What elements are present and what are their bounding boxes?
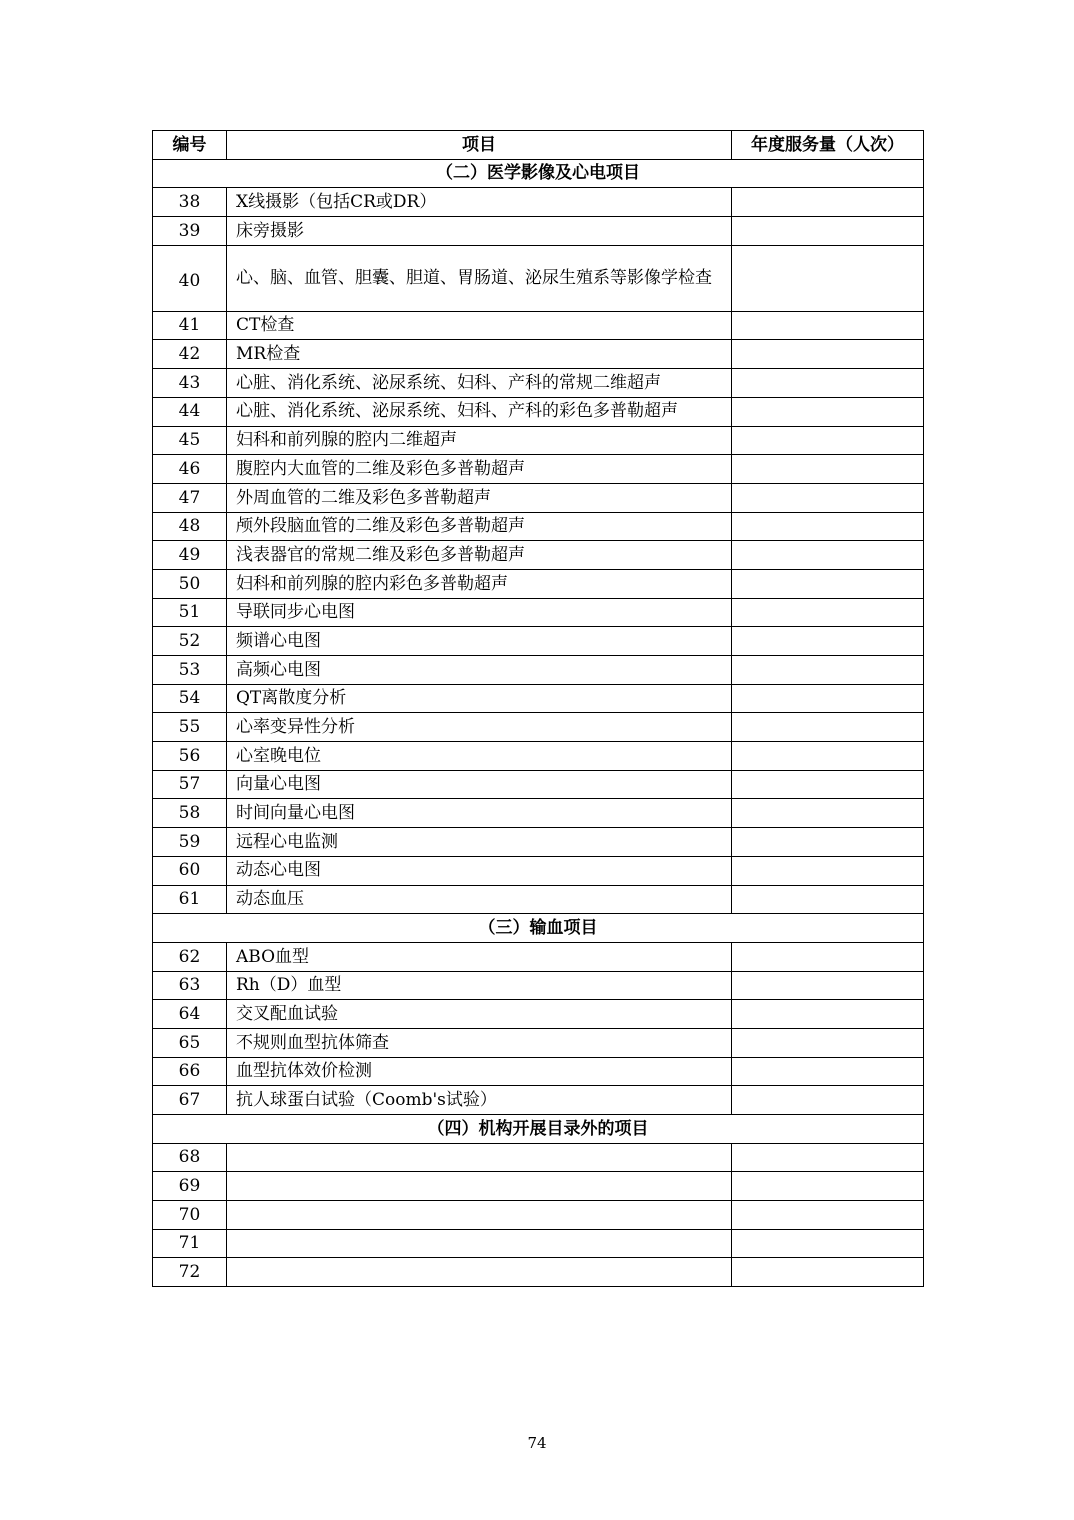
row-item: 动态心电图	[227, 856, 732, 885]
row-number: 69	[153, 1172, 227, 1201]
table-row	[153, 369, 924, 398]
row-item: Rh（D）血型	[227, 971, 732, 1000]
row-number: 65	[153, 1028, 227, 1057]
row-number: 53	[153, 656, 227, 685]
table-row	[153, 245, 924, 311]
row-annual-volume	[732, 885, 924, 914]
row-annual-volume	[732, 245, 924, 311]
row-annual-volume	[732, 742, 924, 771]
table-row	[153, 541, 924, 570]
table-row	[153, 856, 924, 885]
row-number: 51	[153, 598, 227, 627]
row-annual-volume	[732, 1028, 924, 1057]
table-row	[153, 656, 924, 685]
row-number: 49	[153, 541, 227, 570]
row-number: 54	[153, 684, 227, 713]
table-row	[153, 684, 924, 713]
row-annual-volume	[732, 828, 924, 857]
row-number: 58	[153, 799, 227, 828]
table-row	[153, 1143, 924, 1172]
row-item: 动态血压	[227, 885, 732, 914]
row-number: 45	[153, 426, 227, 455]
table-row	[153, 512, 924, 541]
row-annual-volume	[732, 369, 924, 398]
row-number: 67	[153, 1086, 227, 1115]
row-item: ABO血型	[227, 942, 732, 971]
row-annual-volume	[732, 483, 924, 512]
row-number: 62	[153, 942, 227, 971]
section-title: （四）机构开展目录外的项目	[153, 1115, 924, 1144]
row-annual-volume	[732, 1086, 924, 1115]
row-number: 43	[153, 369, 227, 398]
row-annual-volume	[732, 1172, 924, 1201]
row-item: 妇科和前列腺的腔内彩色多普勒超声	[227, 569, 732, 598]
table-row	[153, 483, 924, 512]
row-number: 46	[153, 455, 227, 484]
row-number: 47	[153, 483, 227, 512]
row-annual-volume	[732, 397, 924, 426]
table-row	[153, 598, 924, 627]
row-number: 60	[153, 856, 227, 885]
row-number: 52	[153, 627, 227, 656]
row-annual-volume	[732, 512, 924, 541]
row-annual-volume	[732, 1258, 924, 1287]
row-annual-volume	[732, 1000, 924, 1029]
row-item: 血型抗体效价检测	[227, 1057, 732, 1086]
header-number: 编号	[153, 131, 227, 160]
row-number: 56	[153, 742, 227, 771]
row-annual-volume	[732, 1201, 924, 1230]
section-row	[153, 1115, 924, 1144]
row-item: 腹腔内大血管的二维及彩色多普勒超声	[227, 455, 732, 484]
row-number: 44	[153, 397, 227, 426]
row-item	[227, 1258, 732, 1287]
row-number: 63	[153, 971, 227, 1000]
row-item: 外周血管的二维及彩色多普勒超声	[227, 483, 732, 512]
row-item	[227, 1201, 732, 1230]
section-title: （二）医学影像及心电项目	[153, 159, 924, 188]
row-item: 心脏、消化系统、泌尿系统、妇科、产科的彩色多普勒超声	[227, 397, 732, 426]
row-item: 床旁摄影	[227, 217, 732, 246]
section-row	[153, 159, 924, 188]
row-item: 交叉配血试验	[227, 1000, 732, 1029]
table-row	[153, 627, 924, 656]
table-header-row	[153, 131, 924, 160]
row-number: 48	[153, 512, 227, 541]
table-row	[153, 340, 924, 369]
row-item: 高频心电图	[227, 656, 732, 685]
row-annual-volume	[732, 770, 924, 799]
row-annual-volume	[732, 217, 924, 246]
row-item: 远程心电监测	[227, 828, 732, 857]
row-annual-volume	[732, 541, 924, 570]
header-item: 项目	[227, 131, 732, 160]
header-annual-volume: 年度服务量（人次）	[732, 131, 924, 160]
row-number: 38	[153, 188, 227, 217]
row-item: 心、脑、血管、胆囊、胆道、胃肠道、泌尿生殖系等影像学检查	[227, 245, 732, 311]
section-row	[153, 914, 924, 943]
row-number: 61	[153, 885, 227, 914]
row-annual-volume	[732, 340, 924, 369]
row-annual-volume	[732, 942, 924, 971]
row-annual-volume	[732, 426, 924, 455]
table-body	[153, 159, 924, 1286]
row-number: 66	[153, 1057, 227, 1086]
table-row	[153, 1028, 924, 1057]
table-row	[153, 742, 924, 771]
row-item: X线摄影（包括CR或DR）	[227, 188, 732, 217]
row-item: CT检查	[227, 311, 732, 340]
table-row	[153, 770, 924, 799]
row-item: 向量心电图	[227, 770, 732, 799]
row-number: 50	[153, 569, 227, 598]
table-row	[153, 569, 924, 598]
row-annual-volume	[732, 455, 924, 484]
row-item: 浅表器官的常规二维及彩色多普勒超声	[227, 541, 732, 570]
row-number: 55	[153, 713, 227, 742]
row-item: MR检查	[227, 340, 732, 369]
table-row	[153, 1000, 924, 1029]
row-annual-volume	[732, 627, 924, 656]
row-item: 时间向量心电图	[227, 799, 732, 828]
row-annual-volume	[732, 1143, 924, 1172]
row-annual-volume	[732, 569, 924, 598]
table-row	[153, 1201, 924, 1230]
section-title: （三）输血项目	[153, 914, 924, 943]
row-annual-volume	[732, 311, 924, 340]
table-row	[153, 1229, 924, 1258]
row-annual-volume	[732, 684, 924, 713]
row-item: QT离散度分析	[227, 684, 732, 713]
row-number: 68	[153, 1143, 227, 1172]
row-annual-volume	[732, 971, 924, 1000]
table-row	[153, 1258, 924, 1287]
table-row	[153, 971, 924, 1000]
row-item: 心脏、消化系统、泌尿系统、妇科、产科的常规二维超声	[227, 369, 732, 398]
row-number: 71	[153, 1229, 227, 1258]
row-item: 心室晚电位	[227, 742, 732, 771]
row-annual-volume	[732, 799, 924, 828]
row-number: 57	[153, 770, 227, 799]
table-row	[153, 1086, 924, 1115]
row-annual-volume	[732, 1057, 924, 1086]
row-number: 40	[153, 245, 227, 311]
table-row	[153, 217, 924, 246]
row-item: 心率变异性分析	[227, 713, 732, 742]
page-number: 74	[527, 1434, 547, 1452]
table-row	[153, 799, 924, 828]
row-number: 59	[153, 828, 227, 857]
row-number: 70	[153, 1201, 227, 1230]
row-item: 抗人球蛋白试验（Coomb's试验）	[227, 1086, 732, 1115]
row-annual-volume	[732, 856, 924, 885]
row-item: 不规则血型抗体筛查	[227, 1028, 732, 1057]
table-row	[153, 713, 924, 742]
row-number: 64	[153, 1000, 227, 1029]
row-number: 39	[153, 217, 227, 246]
row-item: 妇科和前列腺的腔内二维超声	[227, 426, 732, 455]
row-annual-volume	[732, 1229, 924, 1258]
row-number: 72	[153, 1258, 227, 1287]
table-row	[153, 397, 924, 426]
table-row	[153, 188, 924, 217]
row-annual-volume	[732, 188, 924, 217]
row-annual-volume	[732, 656, 924, 685]
table-row	[153, 426, 924, 455]
row-annual-volume	[732, 598, 924, 627]
table-row	[153, 455, 924, 484]
table-row	[153, 1172, 924, 1201]
row-item	[227, 1143, 732, 1172]
row-number: 42	[153, 340, 227, 369]
table-row	[153, 1057, 924, 1086]
row-item: 导联同步心电图	[227, 598, 732, 627]
table-row	[153, 828, 924, 857]
row-number: 41	[153, 311, 227, 340]
service-volume-table	[152, 130, 924, 1287]
row-item	[227, 1229, 732, 1258]
row-annual-volume	[732, 713, 924, 742]
table-row	[153, 311, 924, 340]
row-item: 频谱心电图	[227, 627, 732, 656]
table-row	[153, 885, 924, 914]
row-item	[227, 1172, 732, 1201]
row-item: 颅外段脑血管的二维及彩色多普勒超声	[227, 512, 732, 541]
table-row	[153, 942, 924, 971]
